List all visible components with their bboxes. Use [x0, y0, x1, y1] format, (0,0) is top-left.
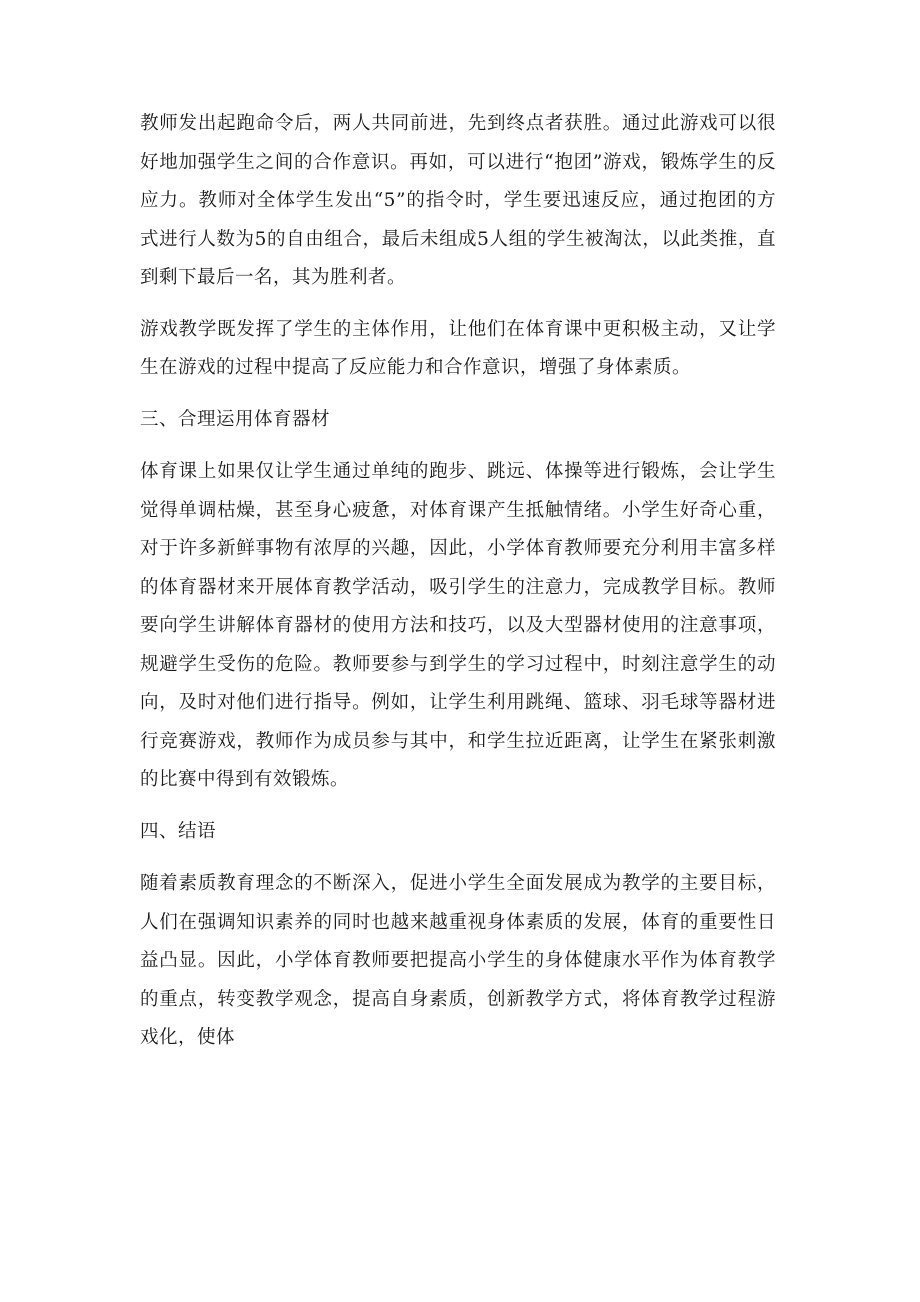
document-body — [140, 105, 776, 1071]
paragraph-game-examples: 教师发出起跑命令后，两人共同前进，先到终点者获胜。通过此游戏可以很好地加强学生之间的合作意识。再如，可以进行“抱团”游戏，锻炼学生的反应力。教师对全体学生发出“5”的指令时，学生要迅速反应，通过抱团的方式进行人数为5的自由组合，最后未组成5人组的学生被淘汰，以此类推，直到剩下最后一名，其为胜利者。 — [140, 113, 776, 288]
paragraph-game-summary: 游戏教学既发挥了学生的主体作用，让他们在体育课中更积极主动，又让学生在游戏的过程中提高了反应能力和合作意识，增强了身体素质。 — [140, 318, 776, 378]
paragraph-equipment: 体育课上如果仅让学生通过单纯的跑步、跳远、体操等进行锻炼，会让学生觉得单调枯燥，甚至身心疲惫，对体育课产生抵触情绪。小学生好奇心重，对于许多新鲜事物有浓厚的兴趣，因此，小学体育教师要充分利用丰富多样的体育器材来开展体育教学活动，吸引学生的注意力，完成教学目标。教师要向学生讲解体育器材的使用方法和技巧，以及大型器材使用的注意事项，规避学生受伤的危险。教师要参与到学生的学习过程中，时刻注意学生的动向，及时对他们进行指导。例如，让学生利用跳绳、篮球、羽毛球等器材进行竞赛游戏，教师作为成员参与其中，和学生拉近距离，让学生在紧张刺激的比赛中得到有效锻炼。 — [140, 461, 776, 790]
paragraph-conclusion: 随着素质教育理念的不断深入，促进小学生全面发展成为教学的主要目标，人们在强调知识素养的同时也越来越重视身体素质的发展，体育的重要性日益凸显。因此，小学体育教师要把提高小学生的身体健康水平作为体育教学的重点，转变教学观念，提高自身素质，创新教学方式，将体育教学过程游戏化，使体 — [140, 873, 776, 1048]
section-heading-equipment: 三、合理运用体育器材 — [140, 408, 331, 430]
section-heading-conclusion: 四、结语 — [140, 820, 217, 842]
